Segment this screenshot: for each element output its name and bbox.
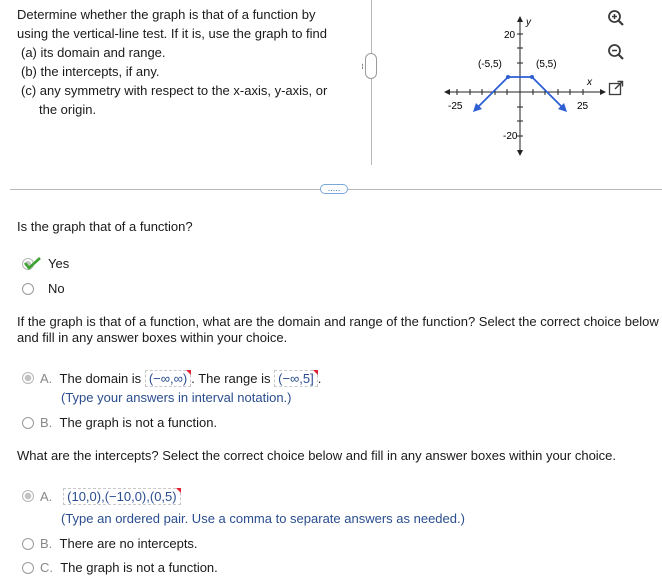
q2-question-line-2: and fill in any answer boxes within your choice. xyxy=(17,330,288,345)
q2-option-b-text: The graph is not a function. xyxy=(59,415,218,430)
q3-option-a-letter: A. xyxy=(40,489,53,504)
zoom-out-button[interactable] xyxy=(606,42,626,62)
external-link-icon xyxy=(608,80,624,96)
q2-option-b-radio[interactable] xyxy=(22,417,34,429)
correct-check-icon xyxy=(21,257,43,271)
q2-option-a-radio[interactable] xyxy=(22,372,34,384)
function-graph xyxy=(440,12,610,162)
y-axis-label: y xyxy=(526,17,531,28)
x-axis-arrow-left xyxy=(444,89,450,95)
q3-option-b-letter: B. xyxy=(40,536,53,551)
prompt-part-c: (c) any symmetry with respect to the x-axis, y-axis, or xyxy=(21,83,328,98)
q3-option-a-hint: (Type an ordered pair. Use a comma to separate answers as needed.) xyxy=(61,511,465,526)
zoom-in-button[interactable] xyxy=(606,8,626,28)
q3-option-c-text: The graph is not a function. xyxy=(60,560,218,575)
q3-question: What are the intercepts? Select the correct choice below and fill in any answer boxes within your choice. xyxy=(17,448,617,463)
q3-option-a-radio[interactable] xyxy=(22,490,34,502)
q1-option-no-label: No xyxy=(48,281,65,296)
prompt-part-b: (b) the intercepts, if any. xyxy=(21,64,160,79)
prompt-line-1: Determine whether the graph is that of a function by xyxy=(17,7,316,22)
prompt-line-2: using the vertical-line test. If it is, use the graph to find xyxy=(17,26,327,41)
point-left-label: (-5,5) xyxy=(478,59,502,70)
zoom-in-icon xyxy=(607,9,625,27)
q3-option-b-text: There are no intercepts. xyxy=(59,536,198,551)
q2-option-a-hint: (Type your answers in interval notation.) xyxy=(61,390,292,405)
q3-option-b-radio[interactable] xyxy=(22,538,34,550)
zoom-out-icon xyxy=(607,43,625,61)
q2-option-a-letter: A. xyxy=(40,371,53,386)
q3-option-b xyxy=(40,536,198,551)
prompt-part-a: (a) its domain and range. xyxy=(21,45,166,60)
vertical-resize-handle[interactable]: .... xyxy=(365,53,377,79)
x-axis-arrow-right xyxy=(600,89,606,95)
q2-range-answer-box[interactable]: (−∞,5] xyxy=(274,370,318,387)
q2-option-b xyxy=(40,415,217,430)
point-left xyxy=(506,75,510,79)
q1-option-no-radio[interactable] xyxy=(22,283,34,295)
q2-question-line-1: If the graph is that of a function, what are the domain and range of the function? Select the correct choice below xyxy=(17,314,659,329)
point-right xyxy=(530,75,534,79)
q2-option-b-letter: B. xyxy=(40,415,53,430)
y-max-label: 20 xyxy=(504,30,516,41)
q2-question xyxy=(17,314,659,346)
q2-range-prefix: . The range is xyxy=(191,371,271,386)
x-max-label: 25 xyxy=(577,101,589,112)
popout-button[interactable] xyxy=(606,78,626,98)
prompt-part-c-cont: the origin. xyxy=(39,102,97,117)
y-axis-arrow-up xyxy=(517,16,523,22)
point-right-label: (5,5) xyxy=(536,59,557,70)
q2-range-suffix: . xyxy=(317,371,322,386)
y-axis-arrow-down xyxy=(517,150,523,156)
q1-option-yes-label: Yes xyxy=(48,256,70,271)
problem-statement xyxy=(17,5,347,119)
q3-intercepts-answer-box[interactable]: (10,0),(−10,0),(0,5) xyxy=(63,488,180,505)
q3-option-a xyxy=(40,488,181,505)
q3-option-c-letter: C. xyxy=(40,560,53,575)
q3-option-c-radio[interactable] xyxy=(22,562,34,574)
x-min-label: -25 xyxy=(448,101,463,112)
horizontal-resize-handle[interactable]: ..... xyxy=(320,184,348,194)
q1-question: Is the graph that of a function? xyxy=(17,219,193,234)
q2-domain-answer-box[interactable]: (−∞,∞) xyxy=(145,370,191,387)
q2-option-a xyxy=(40,370,321,387)
y-min-label: -20 xyxy=(503,131,518,142)
q2-domain-prefix: The domain is xyxy=(59,371,142,386)
vertical-divider xyxy=(371,0,372,165)
x-axis-label: x xyxy=(587,77,592,88)
q3-option-c xyxy=(40,560,218,575)
